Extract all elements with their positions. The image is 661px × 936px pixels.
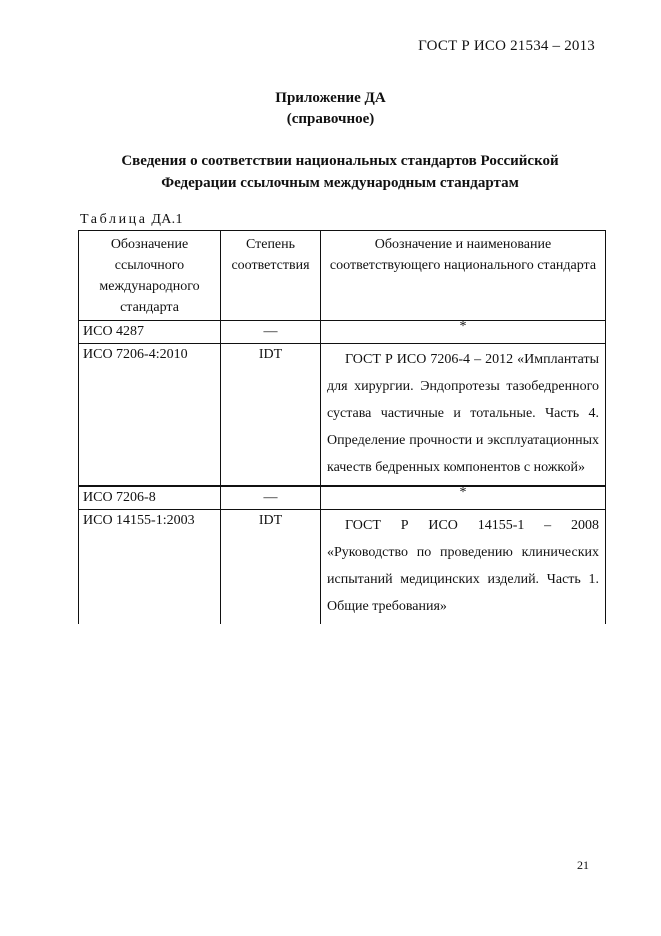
main-title-line-2: Федерации ссылочным международным стандартам (161, 175, 519, 191)
national-text: ГОСТ Р ИСО 7206-4 – 2012 «Имплантаты для хирургии. Эндопротезы тазобедренного сустава частичные и тотальные. Часть 4. Определение прочности и эксплуатационных качеств бедренных компонентов с ножкой» (327, 352, 599, 475)
national-cell: * (321, 486, 606, 510)
standard-cell: ИСО 7206-4:2010 (79, 344, 221, 487)
standard-cell: ИСО 14155-1:2003 (79, 510, 221, 625)
table-row (79, 510, 606, 625)
degree-cell: — (221, 321, 321, 344)
header-degree: Степень соответствия (221, 231, 321, 321)
national-cell: * (321, 321, 606, 344)
table-header-row (79, 231, 606, 321)
standard-cell: ИСО 7206-8 (79, 486, 221, 510)
main-title (90, 150, 590, 194)
table-row (79, 344, 606, 487)
national-cell (321, 344, 606, 487)
appendix-title: Приложение ДА (275, 90, 386, 106)
table-row (79, 486, 606, 510)
header-national-standard: Обозначение и наименование соответствующего национального стандарта (321, 231, 606, 321)
degree-cell: IDT (221, 510, 321, 625)
table-caption-label: Таблица (80, 212, 148, 227)
header-international-standard: Обозначение ссылочного международного стандарта (79, 231, 221, 321)
table-row (79, 321, 606, 344)
document-number: ГОСТ Р ИСО 21534 – 2013 (418, 38, 595, 54)
page-number: 21 (577, 858, 589, 872)
national-cell (321, 510, 606, 625)
appendix-subtitle: (справочное) (286, 111, 375, 127)
table-caption (80, 212, 183, 228)
main-title-line-1: Сведения о соответствии национальных стандартов Российской (121, 153, 559, 169)
degree-cell: — (221, 486, 321, 510)
standard-cell: ИСО 4287 (79, 321, 221, 344)
reference-table (78, 230, 606, 624)
national-text: ГОСТ Р ИСО 14155-1 – 2008 «Руководство по проведению клинических испытаний медицинских изделий. Часть 1. Общие требования» (327, 518, 599, 614)
table-caption-id: ДА.1 (151, 212, 183, 227)
appendix-heading (0, 88, 661, 130)
degree-cell: IDT (221, 344, 321, 487)
